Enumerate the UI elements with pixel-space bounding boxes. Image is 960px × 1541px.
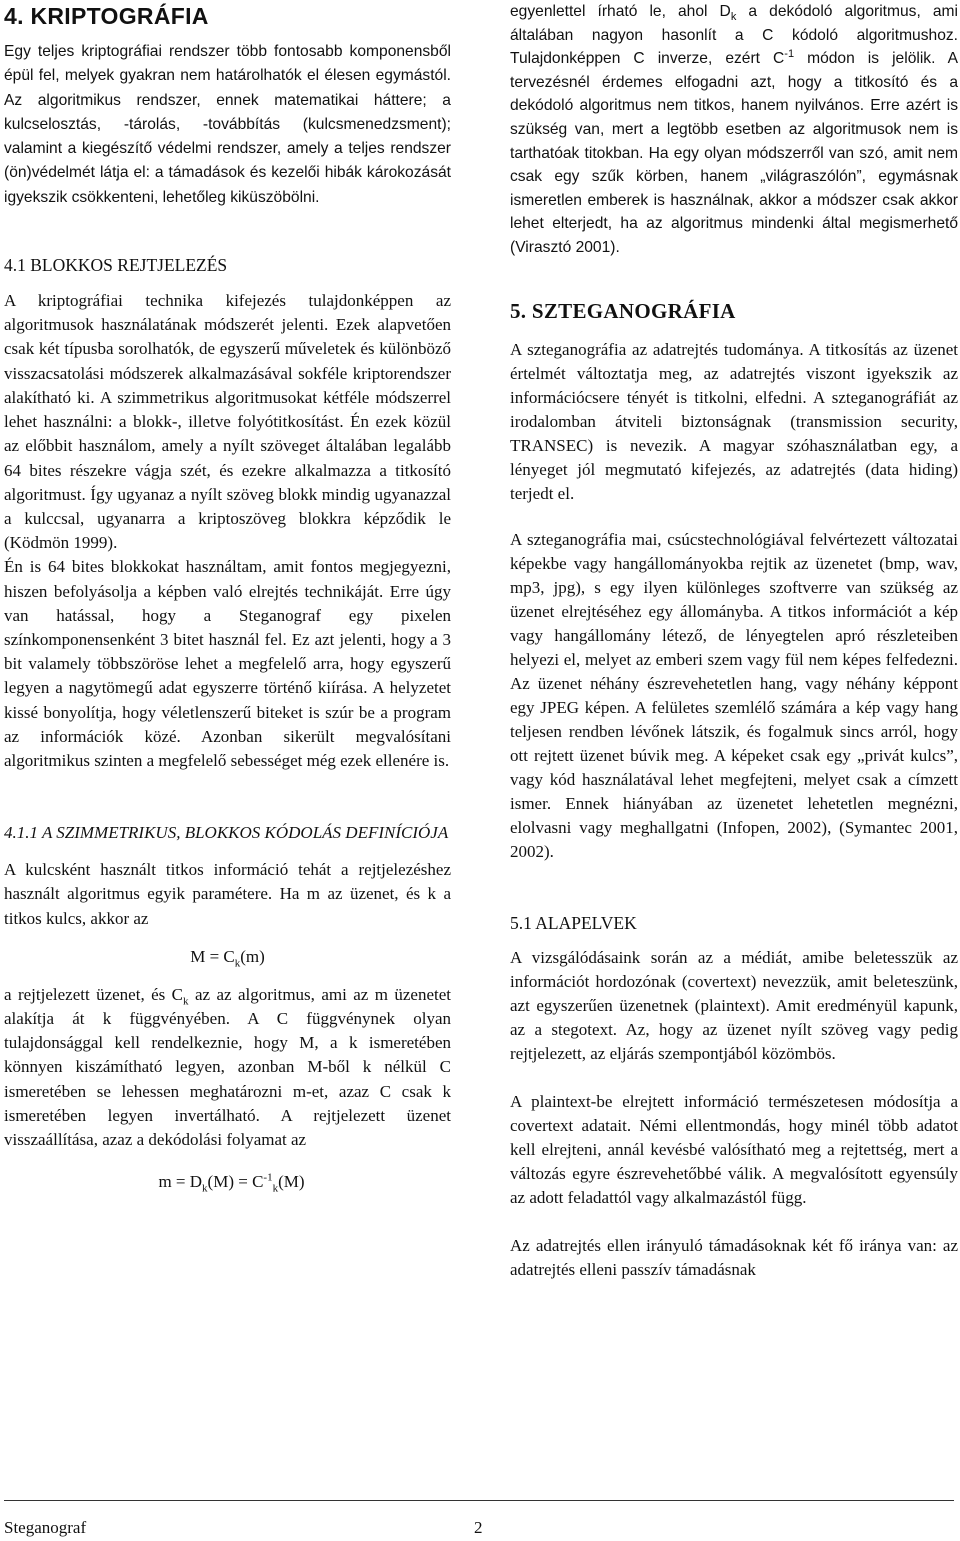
szteganografia-paragraph-1: A szteganográfia az adatrejtés tudománya. A titkosítás az üzenet értelmét változtatja meg, az adatrejtés viszont igyekszik az információcsere tényét is titkolni, elfedni. A szteganográfiát az irodalomban átviteli biztonságnak (transmission security, TRANSEC) is nevezik. A magyar szóhasználatban egy, a lényeget jól megmutató kifejezés, az adatrejtés (data hiding) terjedt el. bbox=[510, 339, 958, 503]
left-column bbox=[4, 0, 451, 1195]
alapelvek-paragraph-2: A plaintext-be elrejtett információ természetesen módosítja a covertext adatait. Némi ellentmondás, hogy minél több adatot kell elrejteni, annál kevésbé valósítható meg a rejtettség, mert a változás egyre észrevehetőbbé válik. A megvalósított egyensúly az adott feladattól vagy alkalmazástól függ. bbox=[510, 1091, 958, 1207]
blokkos-paragraph-2: Én is 64 bites blokkokat használtam, amit fontos megjegyezni, hiszen befolyásolja a képben való elrejtés technikáját. Erre úgy van hatással, hogy a Steganograf egy pixelen színkomponensenként 3 bitet használ fel. Ez azt jelenti, hogy a 3 bit valamely többszöröse lehet a megfelelő arra, hogy egyszerű legyen a nagytömegű adat egyszerre történő kiírása. A helyzetet kissé bonyolítja, hogy véletlenszerű biteket is szúr be a program az információk közé. Azonban sikerült megvalósítani algoritmikus szinten a megfelelő sebességet még ezek ellenére is. bbox=[4, 557, 451, 770]
definicio-continuation-paragraph: egyenlettel írható le, ahol $D_k$ a dekódoló algoritmus, ami általában nagyon hasonlít a C kódoló algoritmushoz. Tulajdonképpen C inverze, ezért $C^{-1}$ módon is jelölik. A tervezésnél érdemes elfogadni azt, hogy a titkosító és a dekódoló algoritmus nem titkos, hanem nyilvános. Erre azért is szükség van, mert a legtöbb esetben az algoritmusok nem is tarthatóak titokban. Ha egy olyan módszerről van szó, amit nem csak egy szűk körben, hanem „világraszólón”, egymásnak ismeretlen emberek is használnak, akkor a módszer csak akkor lehet elterjedt, ha az algoritmus mindenki által megismerhető (Virasztó 2001). bbox=[510, 3, 958, 256]
footer-divider bbox=[4, 1500, 954, 1501]
alapelvek-paragraph-1: A vizsgálódásaink során az a médiát, amibe beletesszük az információt hordozónak (covertext) nevezzük, amit beleteszünk, azt egyszerűen üzenetnek (plaintext). Amit eredményül kapunk, az a stegotext. Az, hogy az üzenet nyílt szöveg vagy pedig rejtjelezett, az eljárás szempontjából közömbös. bbox=[510, 947, 958, 1063]
szteganografia-paragraph-2: A szteganográfia mai, csúcstechnológiával felvértezett változatai képekbe vagy hangállományokba rejtik az üzenetet (bmp, wav, mp3, jpg), s egy ilyen különleges szoftverre van szükség az üzenet elrejtéséhez egy állományba. A titkos információt a kép vagy hangállomány létező, de lényegtelen apró részleteiben helyezi el, melyet az emberi szem vagy fül nem képes felfedezni. Az üzenet néhány észrevehetetlen hang, vagy néhány képpont egy JPEG képen. A felületes szemlélő számára a kép vagy hang teljesen rendben lévőnek látszik, és fogalmuk sincs arról, hogy ott rejtett üzenet búvik meg. A képeket csak egy „privát kulcs”, vagy kód használatával lehet megfejteni, melyet csak a címzett ismer. Ennek hiányában az üzenetet lehetetlen megnézni, elolvasni vagy meghallgatni (Infopen, 2002), (Symantec 2001, 2002). bbox=[510, 529, 958, 861]
kriptografia-intro-paragraph: Egy teljes kriptográfiai rendszer több fontosabb komponensből épül fel, melyek gyakran nem határolhatók el élesen egymástól. Az algoritmikus rendszer, ennek matematikai háttere; a kulcselosztás, -tárolás, -továbbítás (kulcsmenedzsment); valamint a kiegészítő védelmi rendszer, amely a teljes rendszer (ön)védelmét látja el: a támadások és kezelői hibák károkozását igyekszik csökkenteni, lehetőleg kiküszöbölni. bbox=[4, 43, 451, 206]
alapelvek-paragraph-3: Az adatrejtés ellen irányuló támadásoknak két fő iránya van: az adatrejtés elleni passzív támadásnak bbox=[510, 1235, 958, 1279]
blokkos-paragraph-1: A kriptográfiai technika kifejezés tulajdonképpen az algoritmusok használatának módszerét jelenti. Ezek alapvetően csak két típusba sorolhatók, de egyszerű műveletek és különböző visszacsatolási módszerek alkalmazásával sokféle kriptorendszer alakítható ki. A szimmetrikus algoritmusokat kétféle módszerrel lehet használni: a blokk-, illetve folyótitkosítást. Én ezek közül az előbbit használom, amely a nyílt szöveget általában legalább 64 bites részekre vágja szét, és ezekre alkalmazza a titkosító algoritmust. Így ugyanaz a nyílt szöveg blokk mindig ugyanazzal a kulccsal, ugyanarra a kriptoszöveg blokkra képződik le (Ködmön 1999). bbox=[4, 291, 451, 553]
definicio-paragraph-1: A kulcsként használt titkos információ tehát a rejtjelezéshez használt algoritmus egyik paramétere. Ha m az üzenet, és k a titkos kulcs, akkor az bbox=[4, 860, 451, 928]
subsection-heading-blokkos: 4.1 BLOKKOS REJTJELEZÉS bbox=[4, 255, 228, 276]
right-column bbox=[510, 0, 958, 1282]
formula-encryption: $M = C_k(m)$ bbox=[190, 946, 265, 970]
subsubsection-heading-definicio: 4.1.1 A SZIMMETRIKUS, BLOKKOS KÓDOLÁS DEFINÍCIÓJA bbox=[4, 823, 449, 843]
footer-document-title: Steganograf bbox=[4, 1518, 87, 1537]
definicio-paragraph-2: a rejtjelezett üzenet, és $C_k$ az az algoritmus, ami az m üzenetet alakítja át k függvényében. A C függvénynek olyan tulajdonsággal kell rendelkeznie, hogy M, a k ismeretében könnyen kiszámítható legyen, azonban M-ből k nélkül C ismeretében se lehessen meghatározni m-et, azaz C csak k ismeretében legyen invertálható. A rejtjelezett üzenet visszaállítása, azaz a dekódolási folyamat az bbox=[4, 984, 451, 1149]
footer-page-number: 2 bbox=[474, 1518, 483, 1537]
section-heading-kriptografia: 4. KRIPTOGRÁFIA bbox=[4, 3, 209, 29]
formula-decryption: $m = D_k(M) = C^{-1}_k(M)$ bbox=[158, 1171, 305, 1195]
section-heading-szteganografia: 5. SZTEGANOGRÁFIA bbox=[510, 298, 736, 323]
subsection-heading-alapelvek: 5.1 ALAPELVEK bbox=[510, 912, 637, 933]
